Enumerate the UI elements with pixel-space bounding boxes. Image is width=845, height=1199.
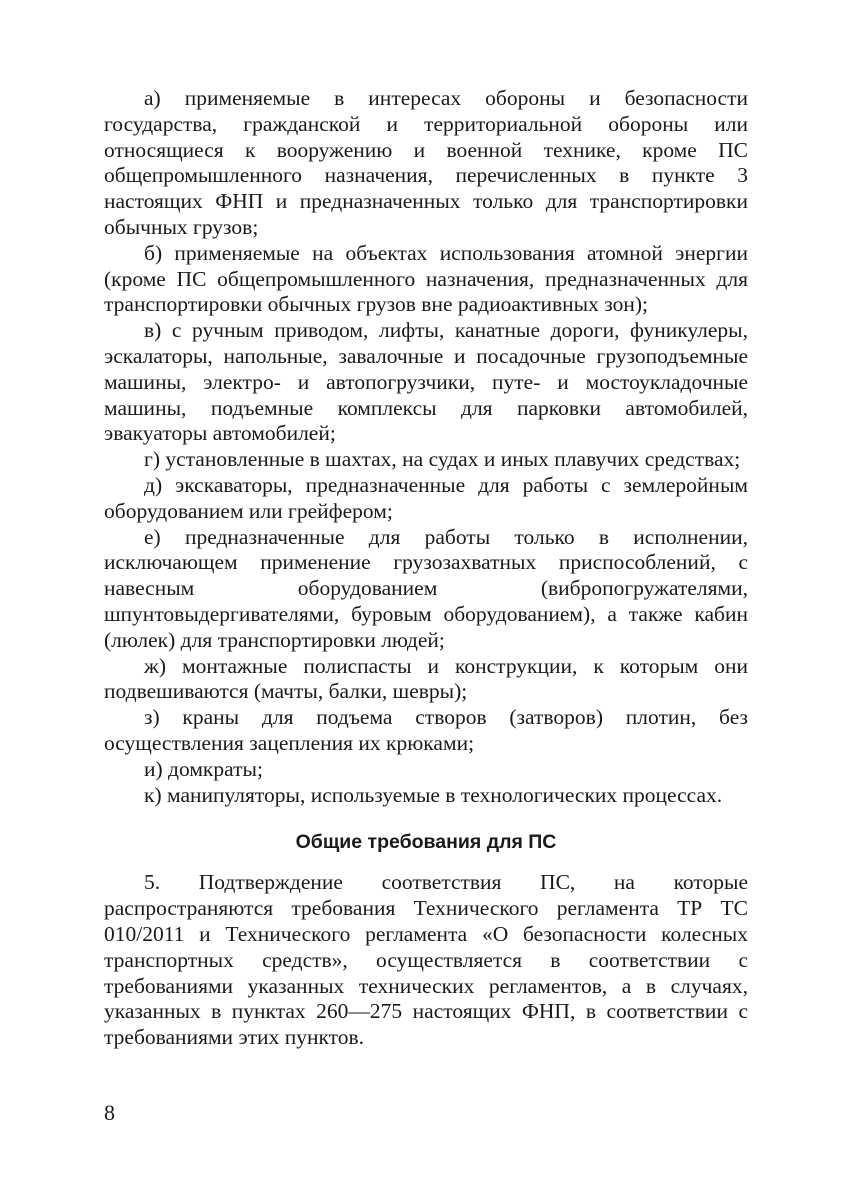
list-item-g: г) установленные в шахтах, на судах и иных плавучих средствах; bbox=[144, 447, 741, 472]
section-paragraph: 5. Подтверждение соответствия ПС, на которые распространяются требования Технического регламента ТР ТС 010/2011 и Технического регламента «О безопасности колесных транспортных средств», осуществляется в соответствии с требованиями указанных технических регламентов, а в случаях, указанных в пунктах 260—275 настоящих ФНП, в соответствии с требованиями этих пунктов. bbox=[104, 870, 748, 1050]
list-item-d: д) экскаваторы, предназначенные для работы с землеройным оборудованием или грейфером; bbox=[104, 472, 748, 523]
section-heading: Общие требования для ПС bbox=[295, 831, 557, 854]
list-item-z: з) краны для подъема створов (затворов) плотин, без осуществления зацепления их крюками; bbox=[104, 705, 748, 755]
list-item-v: в) с ручным приводом, лифты, канатные дороги, фуникулеры, эскалаторы, напольные, завалочные и посадочные грузоподъемные машины, электро- и автопогрузчики, путе- и мостоукладочные машины, подъемные комплексы для парковки автомобилей, эвакуаторы автомобилей; bbox=[104, 318, 748, 446]
list-item-b: б) применяемые на объектах использования атомной энергии (кроме ПС общепромышленного назначения, предназначенных для транспортировки обычных грузов вне радиоактивных зон); bbox=[104, 240, 748, 317]
document-page bbox=[104, 86, 748, 1051]
list-item-a: а) применяемые в интересах обороны и безопасности государства, гражданской и территориальной обороны или относящиеся к вооружению и военной технике, кроме ПС общепромышленного назначения, перечисленных в пункте 3 настоящих ФНП и предназначенных только для транспортировки обычных грузов; bbox=[104, 86, 748, 239]
list-item-zh: ж) монтажные полиспасты и конструкции, к которым они подвешиваются (мачты, балки, шевры); bbox=[104, 653, 748, 704]
list-item-e: е) предназначенные для работы только в исполнении, исключающем применение грузозахватных приспособлений, с навесным оборудованием (вибропогружателями, шпунтовыдергивателями, буровым оборудованием), а также кабин (люлек) для транспортировки людей; bbox=[104, 524, 748, 652]
list-item-k: к) манипуляторы, используемые в технологических процессах. bbox=[144, 782, 723, 807]
list-item-i: и) домкраты; bbox=[144, 756, 263, 781]
page-number: 8 bbox=[104, 1100, 115, 1125]
